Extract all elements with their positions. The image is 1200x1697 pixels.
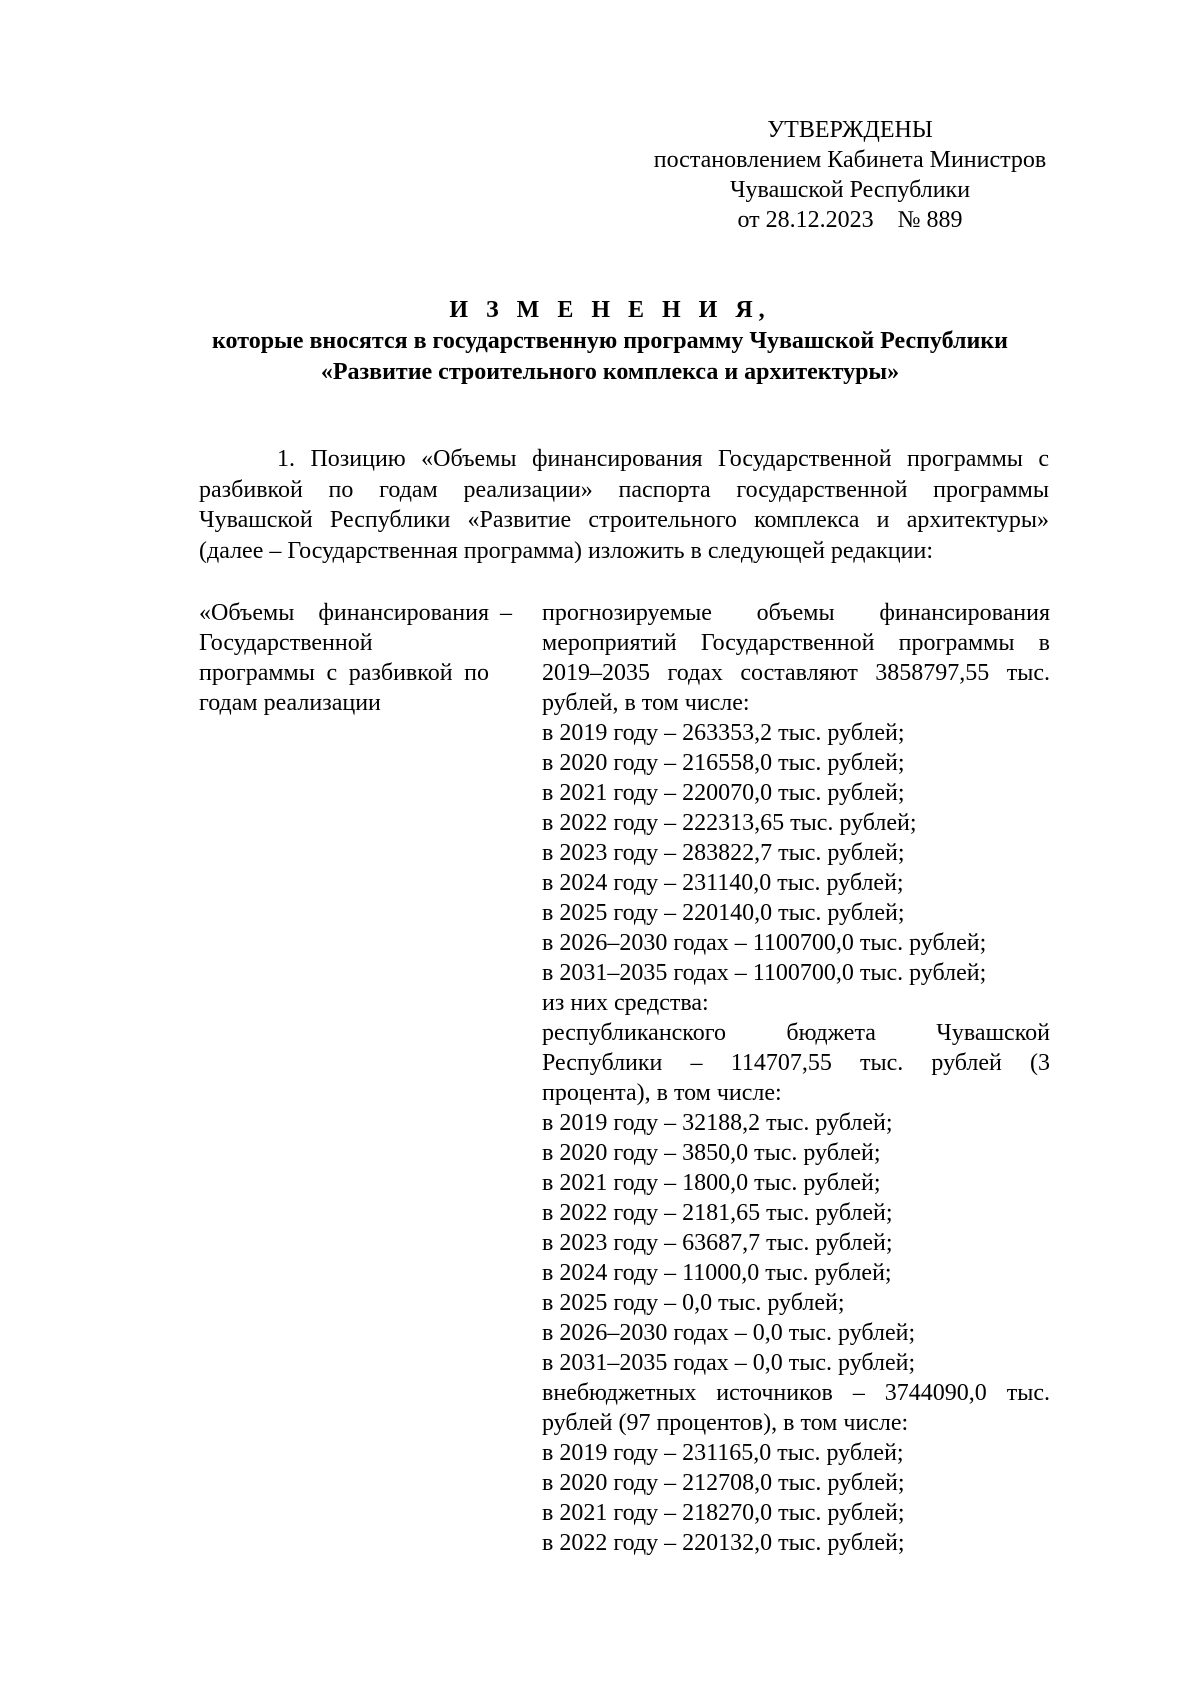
- extrabudget-year-line: в 2022 году – 220132,0 тыс. рублей;: [542, 1530, 905, 1556]
- total-year-line: в 2019 году – 263353,2 тыс. рублей;: [542, 720, 905, 746]
- total-year-line: в 2020 году – 216558,0 тыс. рублей;: [542, 750, 905, 776]
- position-dash: –: [500, 600, 512, 626]
- total-year-line: в 2024 году – 231140,0 тыс. рублей;: [542, 870, 904, 896]
- title-main: И З М Е Н Е Н И Я,: [449, 297, 771, 323]
- approval-resolution: постановлением Кабинета Министров: [653, 147, 1047, 173]
- extrabudget-year-line: в 2020 году – 212708,0 тыс. рублей;: [542, 1470, 905, 1496]
- approval-heading: УТВЕРЖДЕНЫ: [767, 117, 933, 143]
- total-year-line: в 2031–2035 годах – 1100700,0 тыс. рублей;: [542, 960, 987, 986]
- republic-year-line: в 2024 году – 11000,0 тыс. рублей;: [542, 1260, 892, 1286]
- approval-date-number: от 28.12.2023 № 889: [737, 207, 963, 233]
- document-title: [180, 295, 1040, 388]
- extrabudget-text: внебюджетных источников – 3744090,0 тыс. рублей (97 процентов), в том числе:: [542, 1380, 1050, 1436]
- republic-year-line: в 2021 году – 1800,0 тыс. рублей;: [542, 1170, 881, 1196]
- intro-paragraph: 1. Позицию «Объемы финансирования Государственной программы с разбивкой по годам реализации» паспорта государственной программы Чувашской Республики «Развитие строительного комплекса и архитектуры» (далее – Государственная программа) изложить в следующей редакции:: [199, 446, 1049, 564]
- total-year-line: в 2026–2030 годах – 1100700,0 тыс. рублей;: [542, 930, 987, 956]
- republic-year-line: в 2031–2035 годах – 0,0 тыс. рублей;: [542, 1350, 916, 1376]
- position-value: [542, 598, 1050, 1558]
- republic-year-line: в 2026–2030 годах – 0,0 тыс. рублей;: [542, 1320, 916, 1346]
- republic-year-line: в 2020 году – 3850,0 тыс. рублей;: [542, 1140, 881, 1166]
- extrabudget-year-line: в 2021 году – 218270,0 тыс. рублей;: [542, 1500, 905, 1526]
- extrabudget-year-line: в 2019 году – 231165,0 тыс. рублей;: [542, 1440, 904, 1466]
- title-subtitle-2: «Развитие строительного комплекса и архитектуры»: [320, 359, 900, 385]
- total-year-line: в 2023 году – 283822,7 тыс. рублей;: [542, 840, 905, 866]
- approval-republic: Чувашской Республики: [729, 177, 971, 203]
- total-year-line: в 2021 году – 220070,0 тыс. рублей;: [542, 780, 905, 806]
- title-subtitle-1: которые вносятся в государственную программу Чувашской Республики: [212, 328, 1008, 354]
- total-year-line: в 2022 году – 222313,65 тыс. рублей;: [542, 810, 917, 836]
- position-label: «Объемы финансирования Государственной программы с разбивкой по годам реализации: [199, 600, 489, 716]
- total-year-line: в 2025 году – 220140,0 тыс. рублей;: [542, 900, 905, 926]
- sources-label: из них средства:: [542, 990, 709, 1016]
- republic-years-list: [542, 1108, 1050, 1378]
- total-years-list: [542, 718, 1050, 988]
- republic-year-line: в 2023 году – 63687,7 тыс. рублей;: [542, 1230, 893, 1256]
- republic-year-line: в 2019 году – 32188,2 тыс. рублей;: [542, 1110, 893, 1136]
- republic-year-line: в 2022 году – 2181,65 тыс. рублей;: [542, 1200, 893, 1226]
- republic-year-line: в 2025 году – 0,0 тыс. рублей;: [542, 1290, 845, 1316]
- total-financing-text: прогнозируемые объемы финансирования мероприятий Государственной программы в 2019–2035 годах составляют 3858797,55 тыс. рублей, в том числе:: [542, 600, 1050, 716]
- republic-budget-text: республиканского бюджета Чувашской Республики – 114707,55 тыс. рублей (3 процента), в том числе:: [542, 1020, 1050, 1106]
- approval-stamp: [640, 115, 1060, 235]
- extrabudget-years-list: [542, 1438, 1050, 1558]
